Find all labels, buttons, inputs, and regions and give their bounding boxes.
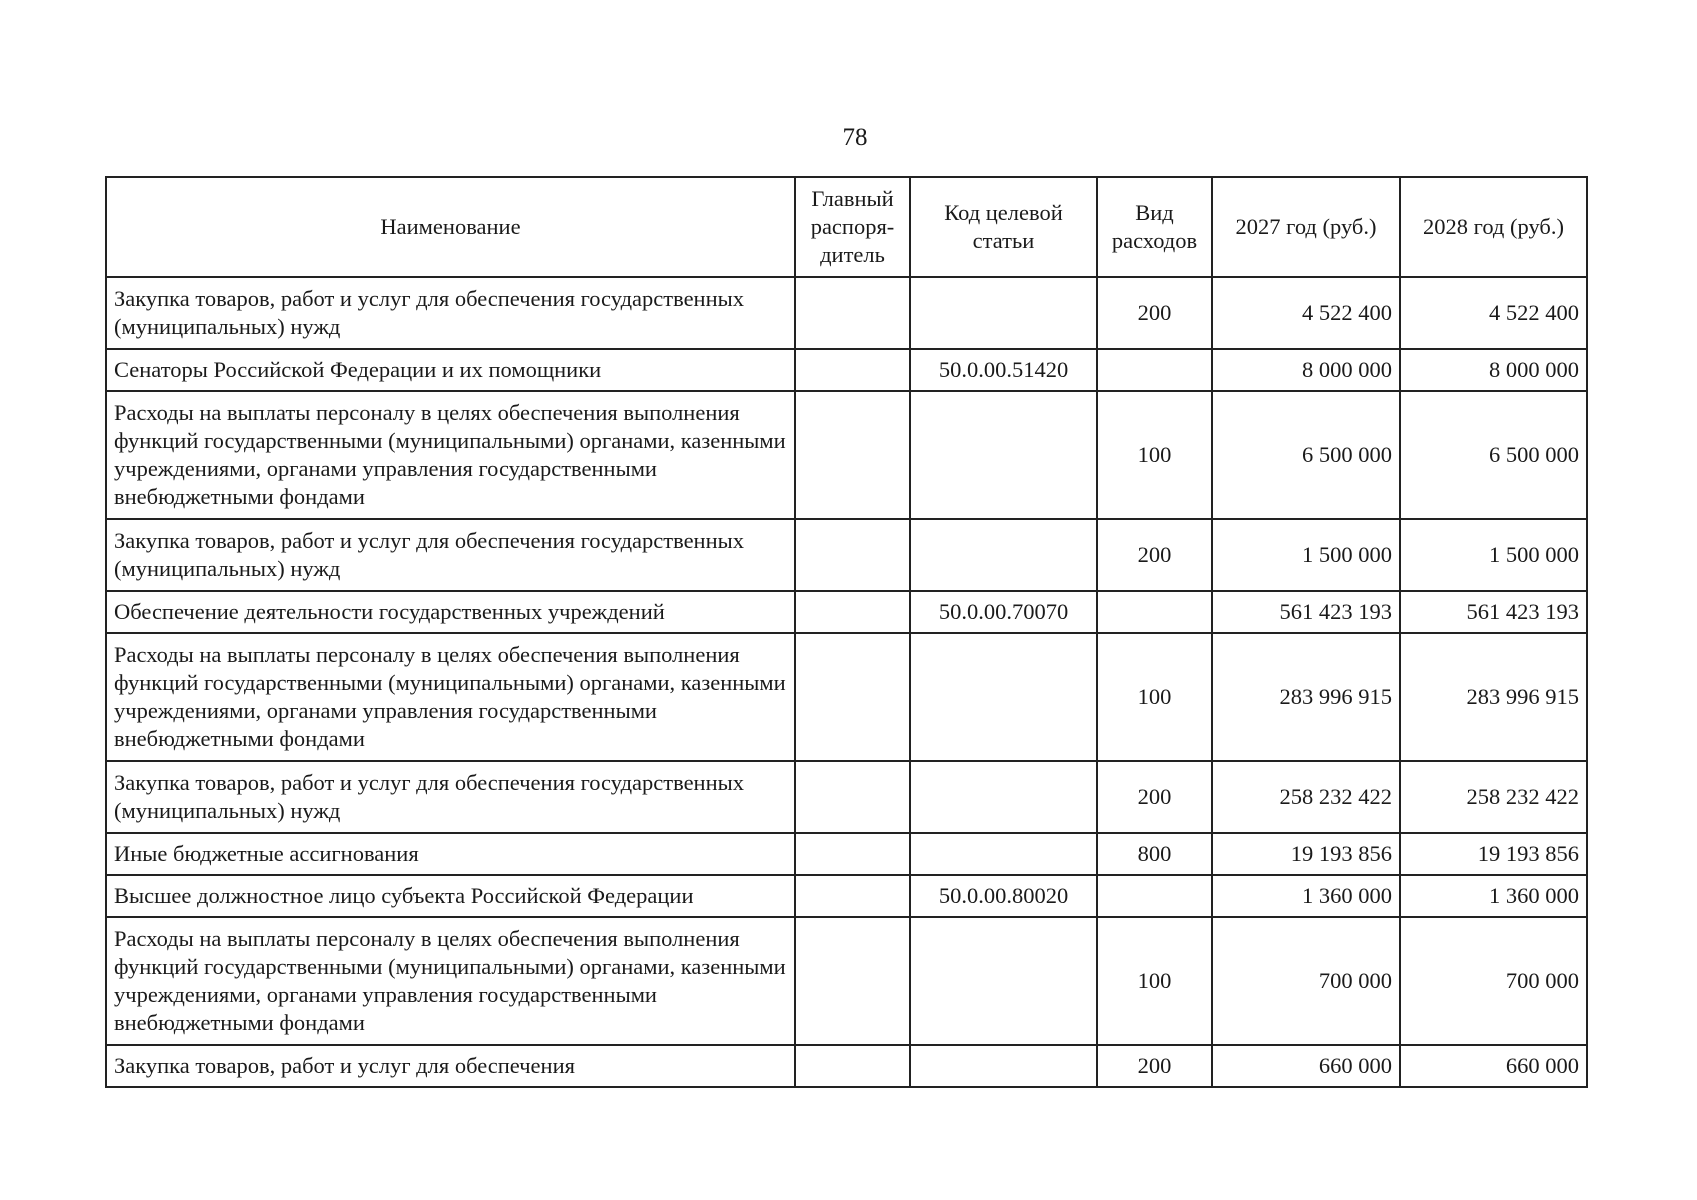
cell-code: 50.0.00.51420 (910, 349, 1097, 391)
page-number: 78 (842, 124, 868, 151)
cell-code: 50.0.00.80020 (910, 875, 1097, 917)
header-name: Наименование (106, 177, 795, 277)
cell-2028: 6 500 000 (1400, 391, 1587, 519)
cell-code (910, 391, 1097, 519)
cell-2027: 660 000 (1212, 1045, 1400, 1087)
cell-code (910, 761, 1097, 833)
cell-2027: 1 500 000 (1212, 519, 1400, 591)
table-row (106, 519, 1587, 591)
table-row (106, 391, 1587, 519)
header-code: Код целевой статьи (910, 177, 1097, 277)
cell-kind: 200 (1097, 1045, 1212, 1087)
header-kind: Вид расходов (1097, 177, 1212, 277)
cell-name: Закупка товаров, работ и услуг для обеспечения (106, 1045, 795, 1087)
cell-manager (795, 591, 910, 633)
cell-code (910, 833, 1097, 875)
cell-kind (1097, 875, 1212, 917)
header-2027: 2027 год (руб.) (1212, 177, 1400, 277)
cell-code (910, 633, 1097, 761)
header-manager: Главный распоря-дитель (795, 177, 910, 277)
cell-2028: 561 423 193 (1400, 591, 1587, 633)
cell-2027: 700 000 (1212, 917, 1400, 1045)
cell-2027: 258 232 422 (1212, 761, 1400, 833)
cell-manager (795, 917, 910, 1045)
cell-name: Расходы на выплаты персоналу в целях обеспечения выполнения функций государственными (муниципальными) органами, казенными учреждениями, органами управления государственными внебюджетными фондами (106, 917, 795, 1045)
cell-2027: 6 500 000 (1212, 391, 1400, 519)
cell-name: Обеспечение деятельности государственных учреждений (106, 591, 795, 633)
cell-kind: 200 (1097, 761, 1212, 833)
cell-manager (795, 277, 910, 349)
cell-manager (795, 761, 910, 833)
cell-code (910, 917, 1097, 1045)
cell-kind: 200 (1097, 519, 1212, 591)
cell-code (910, 1045, 1097, 1087)
cell-2028: 660 000 (1400, 1045, 1587, 1087)
table-header-row (106, 177, 1587, 277)
table-row (106, 591, 1587, 633)
cell-manager (795, 1045, 910, 1087)
cell-manager (795, 633, 910, 761)
cell-2027: 283 996 915 (1212, 633, 1400, 761)
table-row (106, 833, 1587, 875)
cell-name: Закупка товаров, работ и услуг для обеспечения государственных (муниципальных) нужд (106, 761, 795, 833)
cell-2027: 561 423 193 (1212, 591, 1400, 633)
cell-2028: 1 360 000 (1400, 875, 1587, 917)
table-row (106, 761, 1587, 833)
cell-2028: 258 232 422 (1400, 761, 1587, 833)
cell-manager (795, 875, 910, 917)
cell-2027: 19 193 856 (1212, 833, 1400, 875)
cell-name: Закупка товаров, работ и услуг для обеспечения государственных (муниципальных) нужд (106, 519, 795, 591)
table-row (106, 875, 1587, 917)
cell-kind: 100 (1097, 391, 1212, 519)
cell-name: Расходы на выплаты персоналу в целях обеспечения выполнения функций государственными (муниципальными) органами, казенными учреждениями, органами управления государственными внебюджетными фондами (106, 391, 795, 519)
cell-kind: 200 (1097, 277, 1212, 349)
cell-2027: 8 000 000 (1212, 349, 1400, 391)
cell-kind: 800 (1097, 833, 1212, 875)
cell-2027: 4 522 400 (1212, 277, 1400, 349)
cell-code (910, 277, 1097, 349)
cell-manager (795, 349, 910, 391)
cell-name: Сенаторы Российской Федерации и их помощники (106, 349, 795, 391)
cell-code (910, 519, 1097, 591)
cell-2028: 4 522 400 (1400, 277, 1587, 349)
cell-2028: 283 996 915 (1400, 633, 1587, 761)
cell-kind: 100 (1097, 633, 1212, 761)
cell-name: Высшее должностное лицо субъекта Российской Федерации (106, 875, 795, 917)
table-row (106, 349, 1587, 391)
cell-2028: 8 000 000 (1400, 349, 1587, 391)
table-row (106, 917, 1587, 1045)
cell-name: Расходы на выплаты персоналу в целях обеспечения выполнения функций государственными (муниципальными) органами, казенными учреждениями, органами управления государственными внебюджетными фондами (106, 633, 795, 761)
cell-2028: 700 000 (1400, 917, 1587, 1045)
cell-name: Закупка товаров, работ и услуг для обеспечения государственных (муниципальных) нужд (106, 277, 795, 349)
cell-manager (795, 391, 910, 519)
cell-manager (795, 519, 910, 591)
table-row (106, 1045, 1587, 1087)
cell-kind: 100 (1097, 917, 1212, 1045)
cell-kind (1097, 349, 1212, 391)
table-row (106, 277, 1587, 349)
cell-name: Иные бюджетные ассигнования (106, 833, 795, 875)
cell-kind (1097, 591, 1212, 633)
cell-code: 50.0.00.70070 (910, 591, 1097, 633)
header-2028: 2028 год (руб.) (1400, 177, 1587, 277)
budget-table (105, 176, 1588, 1088)
cell-2027: 1 360 000 (1212, 875, 1400, 917)
cell-2028: 1 500 000 (1400, 519, 1587, 591)
cell-2028: 19 193 856 (1400, 833, 1587, 875)
table-row (106, 633, 1587, 761)
cell-manager (795, 833, 910, 875)
